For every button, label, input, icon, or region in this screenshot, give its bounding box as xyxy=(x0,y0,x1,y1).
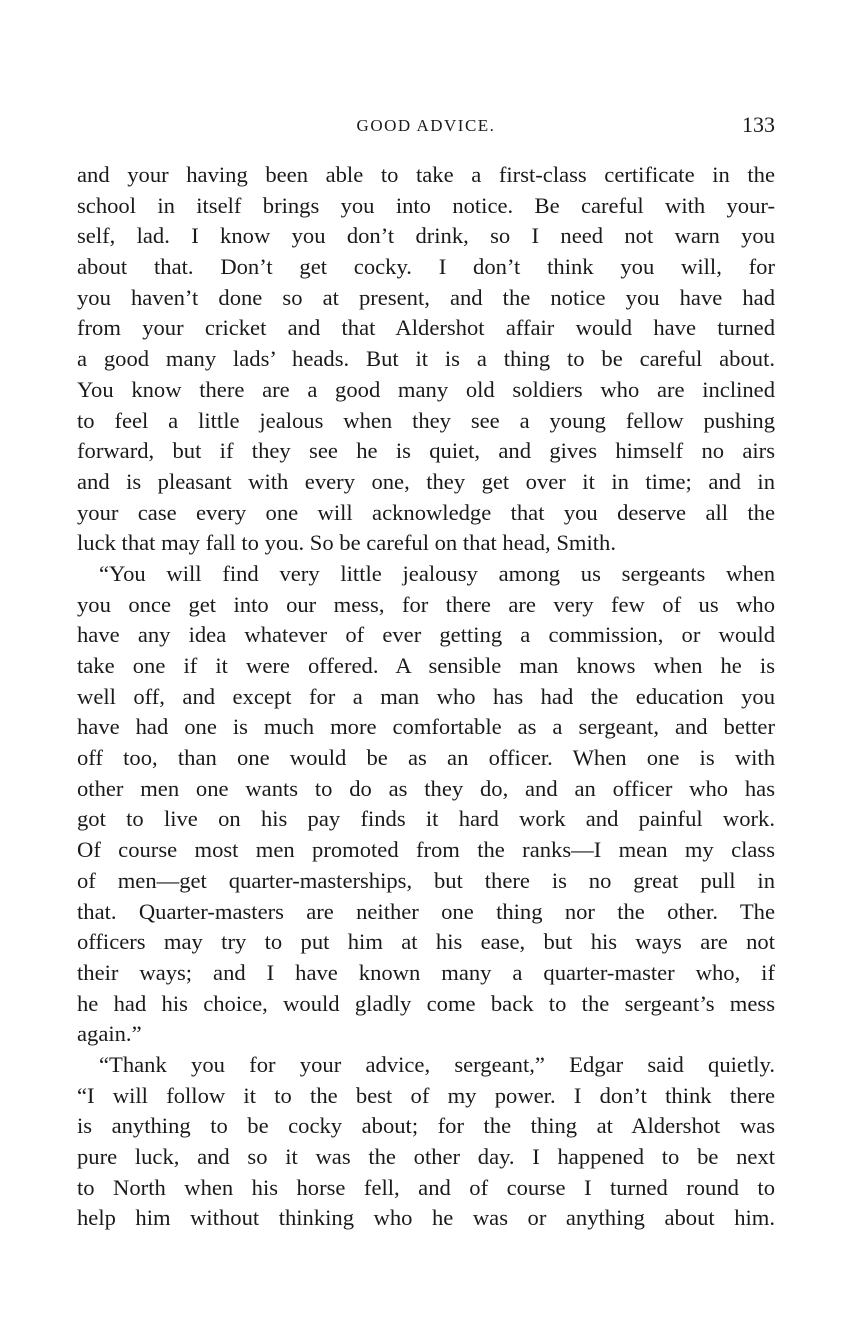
text-line: other men one wants to do as they do, and an officer who has xyxy=(77,775,775,801)
text-line: well off, and except for a man who has had the education you xyxy=(77,683,775,709)
text-line: have any idea whatever of ever getting a commission, or would xyxy=(77,622,775,648)
text-line: to feel a little jealous when they see a young fellow pushing xyxy=(77,407,775,433)
text-line: forward, but if they see he is quiet, and gives himself no airs xyxy=(77,438,775,464)
text-line: “I will follow it to the best of my power. I don’t think there xyxy=(77,1082,775,1108)
body-text xyxy=(77,160,775,1234)
text-line: Of course most men promoted from the ranks—I mean my class xyxy=(77,837,775,863)
text-line: their ways; and I have known many a quarter-master who, if xyxy=(77,959,775,985)
text-line: self, lad. I know you don’t drink, so I need not warn you xyxy=(77,223,775,249)
text-line: that. Quarter-masters are neither one thing nor the other. The xyxy=(77,898,775,924)
page-number: 133 xyxy=(742,112,775,137)
text-line: take one if it were offered. A sensible man knows when he is xyxy=(77,653,775,678)
paragraph xyxy=(77,160,775,559)
text-line: school in itself brings you into notice. Be careful with your- xyxy=(77,192,775,218)
text-line: he had his choice, would gladly come back to the sergeant’s mess xyxy=(77,990,775,1016)
text-line: and your having been able to take a first-class certificate in the xyxy=(77,162,775,187)
text-line: again.” xyxy=(77,1021,142,1047)
paragraph xyxy=(77,1050,775,1234)
text-line: pure luck, and so it was the other day. I happened to be next xyxy=(77,1144,775,1169)
text-line: is anything to be cocky about; for the thing at Aldershot was xyxy=(77,1113,775,1139)
text-line: to North when his horse fell, and of course I turned round to xyxy=(77,1174,775,1200)
text-line: your case every one will acknowledge that you deserve all the xyxy=(77,499,775,525)
text-line: got to live on his pay finds it hard work and painful work. xyxy=(77,806,775,832)
page-header xyxy=(77,112,775,140)
text-line: a good many lads’ heads. But it is a thing to be careful about. xyxy=(77,346,775,372)
text-line: about that. Don’t get cocky. I don’t think you will, for xyxy=(77,254,775,280)
paragraph xyxy=(77,559,775,1050)
text-line: You know there are a good many old soldiers who are inclined xyxy=(77,376,775,402)
text-line: of men—get quarter-masterships, but there is no great pull in xyxy=(77,867,775,893)
text-line: luck that may fall to you. So be careful on that head, Smith. xyxy=(77,530,616,556)
text-line: you haven’t done so at present, and the notice you have had xyxy=(77,284,775,310)
text-line: off too, than one would be as an officer. When one is with xyxy=(77,745,775,771)
text-line: from your cricket and that Aldershot affair would have turned xyxy=(77,315,775,341)
text-line: have had one is much more comfortable as a sergeant, and better xyxy=(77,714,775,740)
text-line: officers may try to put him at his ease, but his ways are not xyxy=(77,929,775,955)
running-head: GOOD ADVICE. xyxy=(356,116,496,135)
text-line: “Thank you for your advice, sergeant,” Edgar said quietly. xyxy=(99,1051,775,1077)
text-line: “You will find very little jealousy among us sergeants when xyxy=(99,560,775,586)
text-line: and is pleasant with every one, they get over it in time; and in xyxy=(77,468,775,494)
text-line: help him without thinking who he was or anything about him. xyxy=(77,1205,775,1231)
text-line: you once get into our mess, for there are very few of us who xyxy=(77,591,775,617)
